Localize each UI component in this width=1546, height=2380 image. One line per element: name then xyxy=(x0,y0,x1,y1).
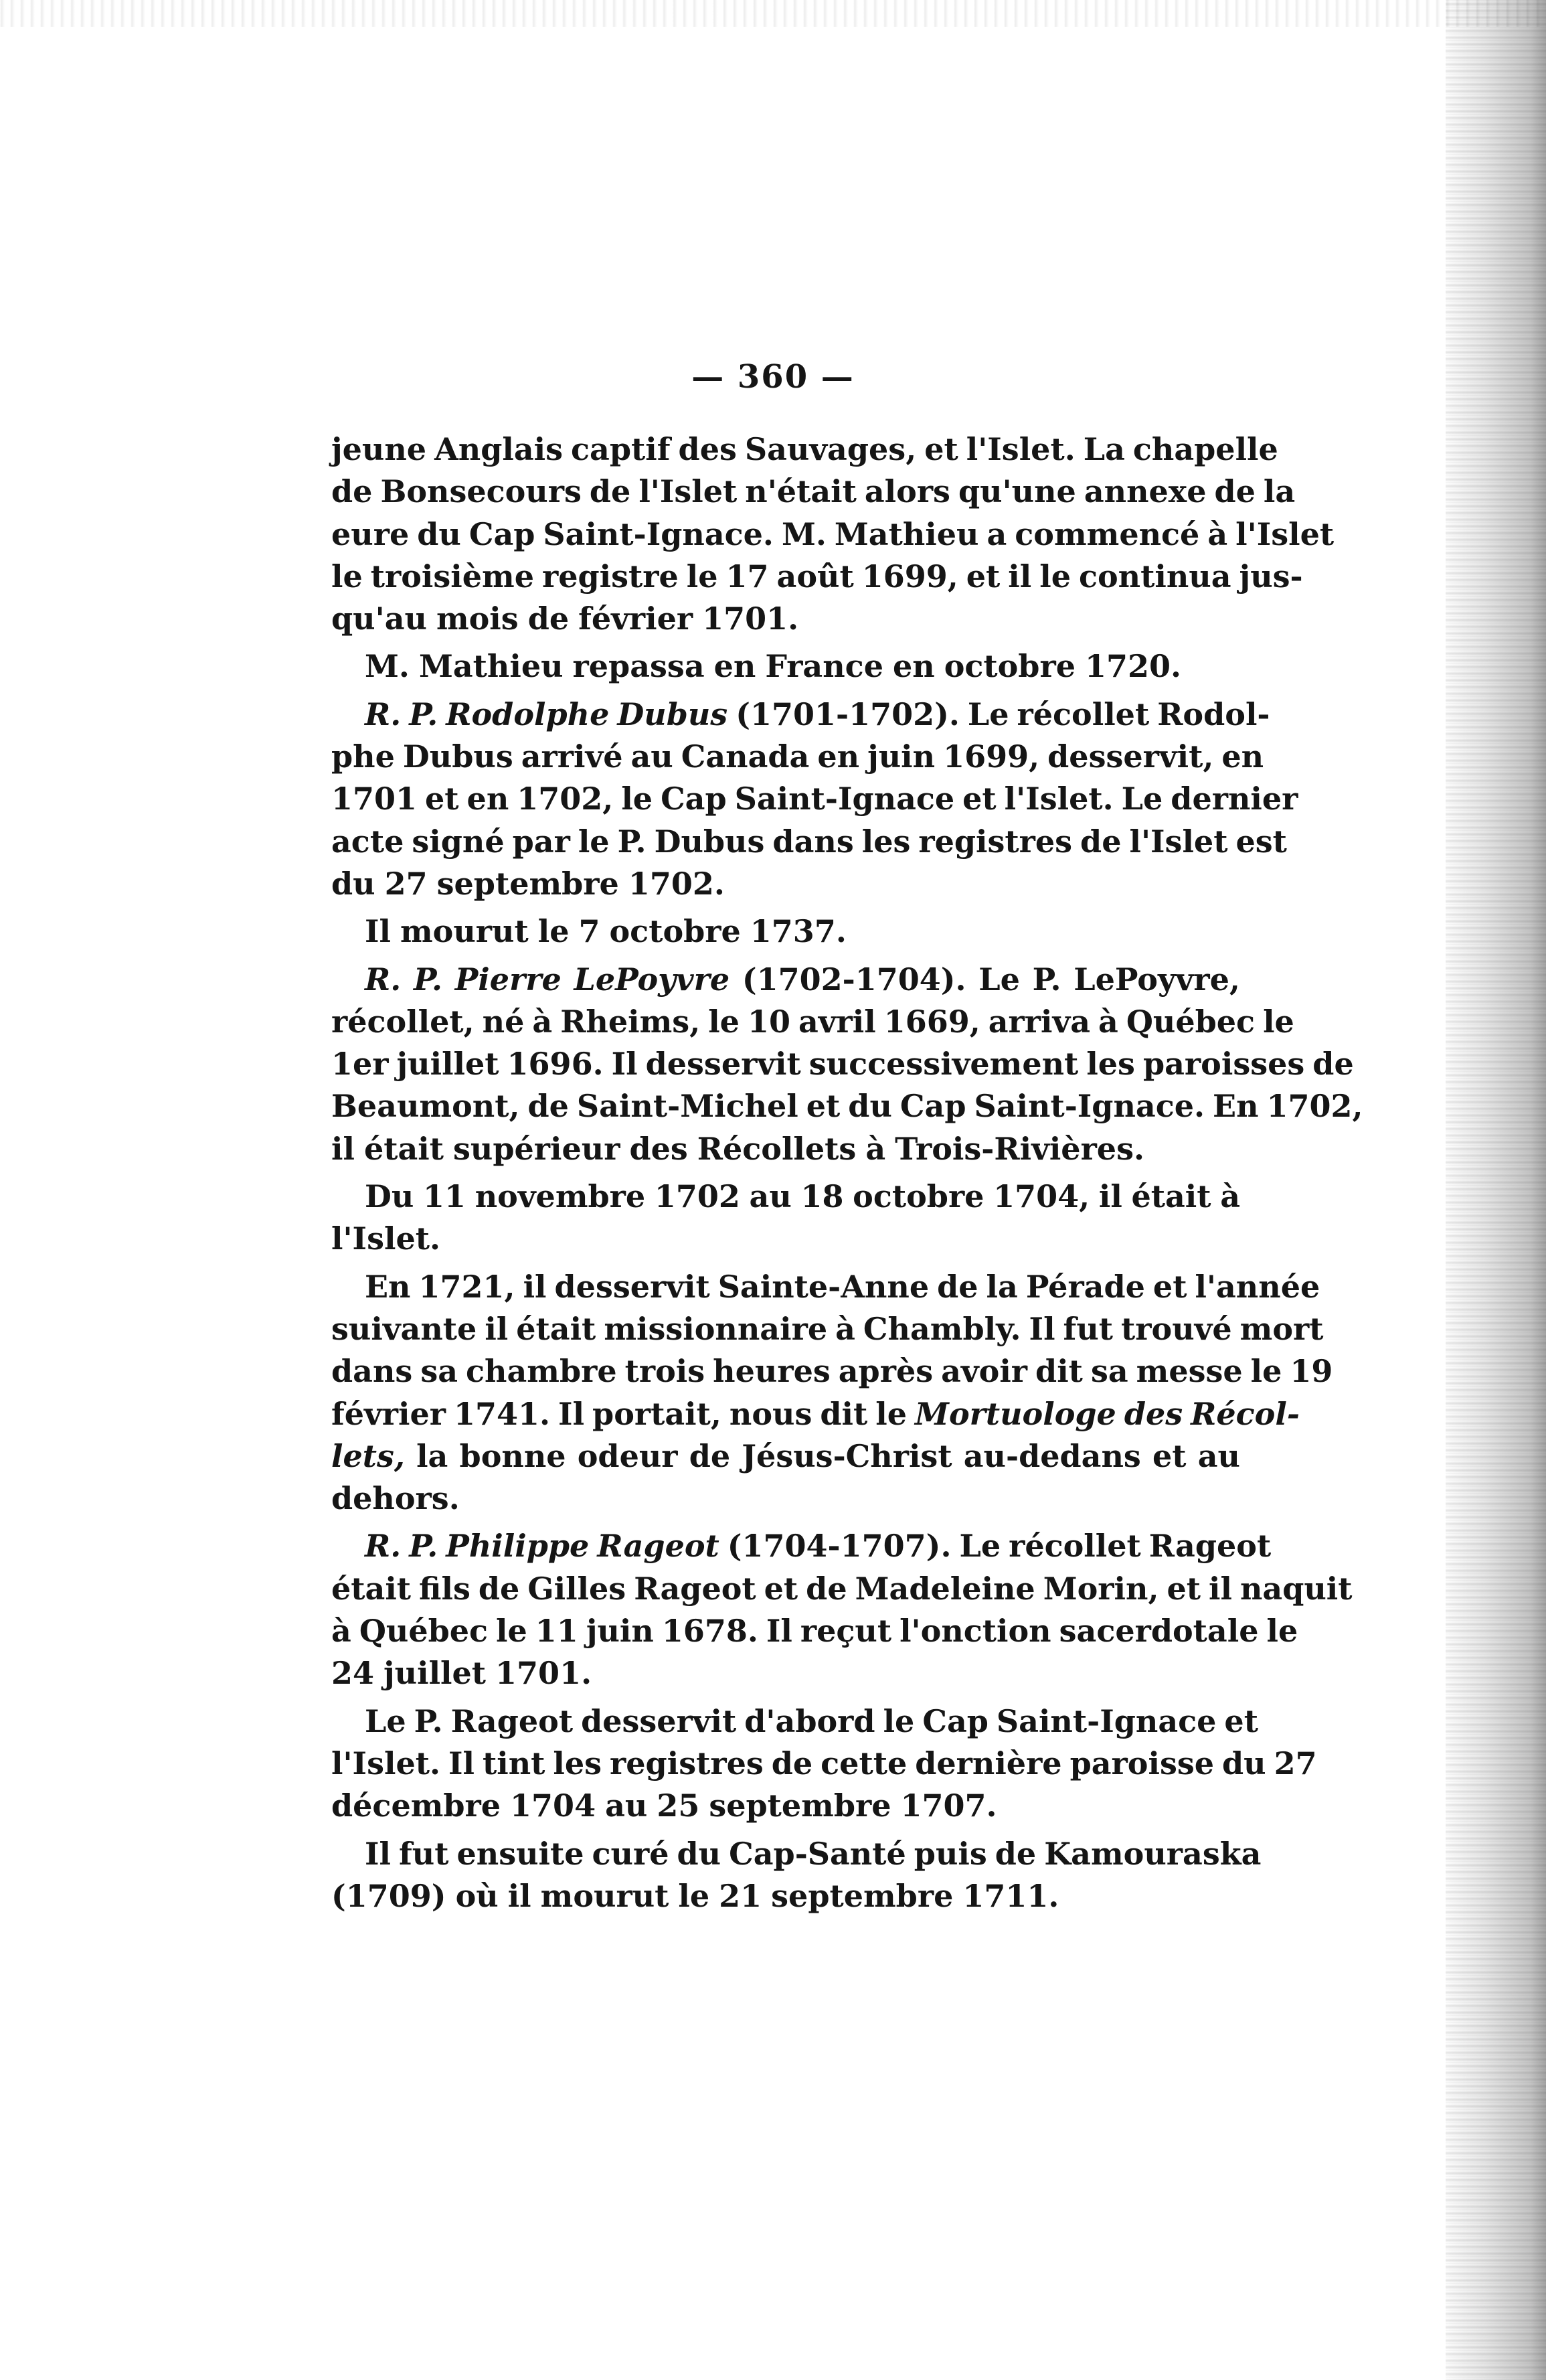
scan-top-edge xyxy=(0,0,1546,27)
text-line: février 1741. Il portait, nous dit le Mortuologe des Récol- xyxy=(331,1395,1300,1432)
text-line: décembre 1704 au 25 septembre 1707. xyxy=(331,1788,997,1824)
text-line: du 27 septembre 1702. xyxy=(331,865,725,902)
text-line: récollet, né à Rheims, le 10 avril 1669, arriva à Québec le xyxy=(331,1003,1294,1040)
text-line: qu'au mois de février 1701. xyxy=(331,601,799,637)
text-line: lets, la bonne odeur de Jésus-Christ au-dedans et au xyxy=(331,1437,1240,1474)
text-line: l'Islet. Il tint les registres de cette dernière paroisse du 27 xyxy=(331,1745,1317,1781)
text-line: R. P. Philippe Rageot (1704-1707). Le récollet Rageot xyxy=(365,1528,1272,1565)
text-line: eure du Cap Saint-Ignace. M. Mathieu a commencé à l'Islet xyxy=(331,515,1335,552)
scan-right-edge xyxy=(1446,0,1546,2380)
text-line: 1701 et en 1702, le Cap Saint-Ignace et l'Islet. Le dernier xyxy=(331,781,1298,817)
text-line: suivante il était missionnaire à Chambly. Il fut trouvé mort xyxy=(331,1310,1324,1347)
text-line: 24 juillet 1701. xyxy=(331,1655,592,1692)
text-line: à Québec le 11 juin 1678. Il reçut l'onction sacerdotale le xyxy=(331,1613,1298,1650)
text-line: Il fut ensuite curé du Cap-Santé puis de Kamouraska xyxy=(365,1835,1262,1872)
text-line: Le P. Rageot desservit d'abord le Cap Saint-Ignace et xyxy=(365,1702,1258,1739)
text-line: Beaumont, de Saint-Michel et du Cap Saint-Ignace. En 1702, xyxy=(331,1088,1363,1125)
body-text xyxy=(331,428,1363,1917)
text-line: jeune Anglais captif des Sauvages, et l'Islet. La chapelle xyxy=(331,431,1278,467)
text-line: le troisième registre le 17 août 1699, et il le continua jus- xyxy=(331,558,1303,594)
text-line: En 1721, il desservit Sainte-Anne de la Pérade et l'année xyxy=(365,1268,1320,1305)
text-line: dehors. xyxy=(331,1480,460,1517)
text-line: Il mourut le 7 octobre 1737. xyxy=(365,913,847,950)
text-line: acte signé par le P. Dubus dans les registres de l'Islet est xyxy=(331,823,1287,860)
text-line: de Bonsecours de l'Islet n'était alors qu'une annexe de la xyxy=(331,473,1296,510)
text-line: phe Dubus arrivé au Canada en juin 1699, desservit, en xyxy=(331,738,1264,775)
text-line: R. P. Rodolphe Dubus (1701-1702). Le récollet Rodol- xyxy=(365,696,1270,732)
text-line: R. P. Pierre LePoyvre (1702-1704). Le P. LePoyvre, xyxy=(365,961,1240,998)
text-line: dans sa chambre trois heures après avoir dit sa messe le 19 xyxy=(331,1353,1333,1390)
text-line: l'Islet. xyxy=(331,1220,440,1257)
page-number: — 360 — xyxy=(691,358,855,396)
text-line: (1709) où il mourut le 21 septembre 1711. xyxy=(331,1877,1059,1914)
text-line: 1er juillet 1696. Il desservit successivement les paroisses de xyxy=(331,1046,1354,1083)
text-line: Du 11 novembre 1702 au 18 octobre 1704, il était à xyxy=(365,1178,1240,1215)
text-line: était fils de Gilles Rageot et de Madeleine Morin, et il naquit xyxy=(331,1570,1353,1607)
text-line: M. Mathieu repassa en France en octobre 1720. xyxy=(365,648,1182,685)
text-line: il était supérieur des Récollets à Trois-Rivières. xyxy=(331,1130,1144,1167)
